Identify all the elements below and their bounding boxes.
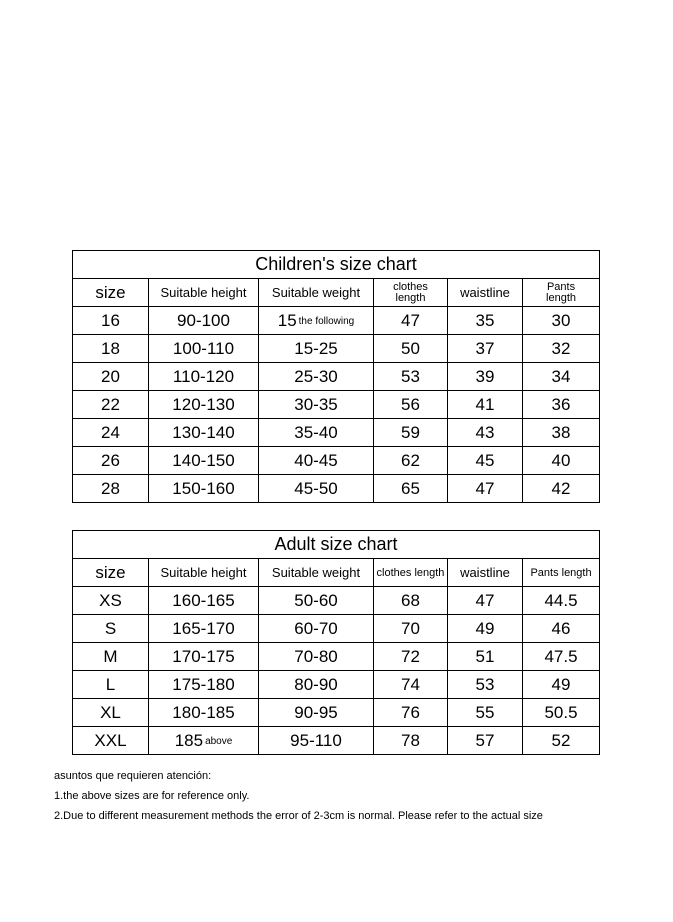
weight-cell-value: 40-45 xyxy=(294,450,338,470)
weight-cell-value: 35-40 xyxy=(294,422,338,442)
clothes-length-cell-value: 50 xyxy=(401,338,420,358)
waistline-cell-value: 47 xyxy=(475,590,495,610)
weight-cell-value: 80-90 xyxy=(294,674,338,694)
pants-length-cell xyxy=(523,307,600,335)
note-item: 2.Due to different measurement methods the error of 2-3cm is normal. Please refer to the actual size xyxy=(54,810,543,822)
size-cell-value: XL xyxy=(100,702,121,722)
size-cell-value: M xyxy=(103,646,118,666)
height-cell-note: above xyxy=(205,735,233,747)
waistline-cell xyxy=(448,391,523,419)
weight-cell xyxy=(259,643,374,671)
height-cell-value: 100-110 xyxy=(172,338,235,358)
height-cell-value: 185 xyxy=(174,730,204,750)
weight-cell xyxy=(259,699,374,727)
height-cell-value: 165-170 xyxy=(172,618,235,638)
weight-cell-note: the following xyxy=(298,315,355,327)
pants-length-cell-value: 50.5 xyxy=(544,702,578,722)
size-cell xyxy=(73,363,149,391)
size-cell xyxy=(73,447,149,475)
height-cell xyxy=(149,419,259,447)
header-pants-line2: length xyxy=(546,291,576,304)
header-size: size xyxy=(73,559,149,587)
weight-cell xyxy=(259,391,374,419)
adult-chart-title: Adult size chart xyxy=(73,531,600,559)
waistline-cell-value: 45 xyxy=(475,450,495,470)
clothes-length-cell xyxy=(374,671,448,699)
size-cell-value: 26 xyxy=(101,450,120,470)
header-weight: Suitable weight xyxy=(259,559,374,587)
waistline-cell xyxy=(448,699,523,727)
height-cell xyxy=(149,615,259,643)
weight-cell xyxy=(259,671,374,699)
table-row xyxy=(73,419,600,447)
weight-cell-value: 45-50 xyxy=(294,478,338,498)
weight-cell-value: 50-60 xyxy=(294,590,338,610)
pants-length-cell-value: 32 xyxy=(551,338,571,358)
size-cell-value: 22 xyxy=(101,394,120,414)
size-cell xyxy=(73,587,149,615)
clothes-length-cell xyxy=(374,363,448,391)
table-row xyxy=(73,615,600,643)
waistline-cell-value: 41 xyxy=(475,394,495,414)
pants-length-cell xyxy=(523,419,600,447)
weight-cell-value: 60-70 xyxy=(294,618,338,638)
pants-length-cell-value: 52 xyxy=(551,730,571,750)
height-cell xyxy=(149,335,259,363)
pants-length-cell xyxy=(523,671,600,699)
height-cell-value: 120-130 xyxy=(172,394,235,414)
size-cell xyxy=(73,615,149,643)
weight-cell xyxy=(259,475,374,503)
clothes-length-cell xyxy=(374,587,448,615)
table-row xyxy=(73,363,600,391)
waistline-cell-value: 37 xyxy=(475,338,495,358)
waistline-cell xyxy=(448,475,523,503)
waistline-cell xyxy=(448,363,523,391)
pants-length-cell xyxy=(523,727,600,755)
size-cell xyxy=(73,475,149,503)
waistline-cell xyxy=(448,335,523,363)
size-cell-value: 20 xyxy=(101,366,120,386)
pants-length-cell xyxy=(523,475,600,503)
children-header-row xyxy=(73,279,600,307)
size-cell xyxy=(73,391,149,419)
clothes-length-cell xyxy=(374,615,448,643)
waistline-cell xyxy=(448,727,523,755)
table-row xyxy=(73,391,600,419)
weight-cell-value: 70-80 xyxy=(294,646,338,666)
height-cell-value: 160-165 xyxy=(172,590,235,610)
waistline-cell xyxy=(448,671,523,699)
header-clothes-length: clothes length xyxy=(374,559,448,587)
size-cell xyxy=(73,335,149,363)
clothes-length-cell-value: 59 xyxy=(401,422,420,442)
height-cell-value: 170-175 xyxy=(172,646,235,666)
table-row xyxy=(73,587,600,615)
height-cell-value: 175-180 xyxy=(172,674,235,694)
waistline-cell xyxy=(448,447,523,475)
weight-cell-value: 15-25 xyxy=(294,338,338,358)
waistline-cell-value: 47 xyxy=(475,478,495,498)
clothes-length-cell xyxy=(374,447,448,475)
clothes-length-cell-value: 76 xyxy=(401,702,420,722)
height-cell-value: 90-100 xyxy=(177,310,230,330)
weight-cell xyxy=(259,615,374,643)
waistline-cell-value: 39 xyxy=(475,366,495,386)
clothes-length-cell xyxy=(374,307,448,335)
pants-length-cell xyxy=(523,615,600,643)
height-cell xyxy=(149,699,259,727)
weight-cell xyxy=(259,447,374,475)
height-cell xyxy=(149,363,259,391)
clothes-length-cell-value: 68 xyxy=(401,590,420,610)
pants-length-cell xyxy=(523,447,600,475)
height-cell xyxy=(149,587,259,615)
size-cell xyxy=(73,643,149,671)
clothes-length-cell-value: 56 xyxy=(401,394,420,414)
weight-cell xyxy=(259,307,374,335)
header-height: Suitable height xyxy=(149,279,259,307)
header-clothes-line2: length xyxy=(395,291,426,304)
weight-cell-value: 25-30 xyxy=(294,366,338,386)
height-cell xyxy=(149,391,259,419)
pants-length-cell xyxy=(523,587,600,615)
pants-length-cell-value: 42 xyxy=(551,478,571,498)
pants-length-cell-value: 47.5 xyxy=(544,646,578,666)
waistline-cell-value: 57 xyxy=(475,730,495,750)
notes-heading: asuntos que requieren atención: xyxy=(54,770,212,782)
waistline-cell-value: 35 xyxy=(475,310,495,330)
adult-header-row xyxy=(73,559,600,587)
table-row xyxy=(73,447,600,475)
table-row xyxy=(73,307,600,335)
pants-length-cell-value: 44.5 xyxy=(544,590,578,610)
size-cell-value: 16 xyxy=(101,310,120,330)
size-cell xyxy=(73,307,149,335)
weight-cell-value: 15 xyxy=(277,310,297,330)
clothes-length-cell xyxy=(374,643,448,671)
weight-cell-value: 90-95 xyxy=(294,702,338,722)
clothes-length-cell xyxy=(374,699,448,727)
waistline-cell xyxy=(448,307,523,335)
waistline-cell-value: 43 xyxy=(475,422,495,442)
clothes-length-cell-value: 72 xyxy=(401,646,420,666)
waistline-cell-value: 55 xyxy=(475,702,495,722)
pants-length-cell-value: 46 xyxy=(551,618,571,638)
header-size: size xyxy=(73,279,149,307)
pants-length-cell xyxy=(523,699,600,727)
height-cell xyxy=(149,475,259,503)
height-cell xyxy=(149,727,259,755)
pants-length-cell-value: 38 xyxy=(551,422,571,442)
pants-length-cell xyxy=(523,391,600,419)
note-item: 1.the above sizes are for reference only. xyxy=(54,790,250,802)
height-cell-value: 140-150 xyxy=(172,450,235,470)
children-chart-title: Children's size chart xyxy=(73,251,600,279)
header-pants-length: Pants length xyxy=(523,559,600,587)
table-row xyxy=(73,335,600,363)
weight-cell xyxy=(259,335,374,363)
height-cell xyxy=(149,671,259,699)
adult-size-chart xyxy=(72,530,600,755)
children-size-chart xyxy=(72,250,600,503)
header-waistline: waistline xyxy=(448,559,523,587)
waistline-cell xyxy=(448,643,523,671)
waistline-cell xyxy=(448,419,523,447)
pants-length-cell xyxy=(523,643,600,671)
weight-cell-value: 30-35 xyxy=(294,394,338,414)
pants-length-cell-value: 40 xyxy=(551,450,571,470)
table-row xyxy=(73,699,600,727)
clothes-length-cell-value: 53 xyxy=(401,366,420,386)
height-cell-value: 180-185 xyxy=(172,702,235,722)
clothes-length-cell xyxy=(374,391,448,419)
table-row xyxy=(73,671,600,699)
clothes-length-cell-value: 70 xyxy=(401,618,420,638)
height-cell xyxy=(149,307,259,335)
size-cell-value: 18 xyxy=(101,338,120,358)
clothes-length-cell xyxy=(374,419,448,447)
notes-section xyxy=(54,766,543,826)
pants-length-cell-value: 36 xyxy=(551,394,571,414)
weight-cell xyxy=(259,727,374,755)
header-clothes-line1: clothes xyxy=(393,280,428,293)
weight-cell xyxy=(259,419,374,447)
clothes-length-cell-value: 62 xyxy=(401,450,420,470)
waistline-cell xyxy=(448,615,523,643)
header-clothes-length xyxy=(374,279,448,307)
size-cell-value: 24 xyxy=(101,422,120,442)
size-cell-value: S xyxy=(104,618,117,638)
size-cell-value: 28 xyxy=(101,478,120,498)
clothes-length-cell xyxy=(374,335,448,363)
header-waistline: waistline xyxy=(448,279,523,307)
height-cell-value: 110-120 xyxy=(172,366,235,386)
pants-length-cell xyxy=(523,363,600,391)
clothes-length-cell-value: 47 xyxy=(401,310,420,330)
header-height: Suitable height xyxy=(149,559,259,587)
height-cell-value: 130-140 xyxy=(172,422,235,442)
header-pants-length xyxy=(523,279,600,307)
clothes-length-cell-value: 74 xyxy=(401,674,420,694)
height-cell xyxy=(149,447,259,475)
waistline-cell-value: 49 xyxy=(475,618,495,638)
height-cell-value: 150-160 xyxy=(172,478,235,498)
size-cell-value: L xyxy=(105,674,116,694)
table-row xyxy=(73,727,600,755)
waistline-cell-value: 51 xyxy=(475,646,495,666)
size-cell xyxy=(73,727,149,755)
pants-length-cell xyxy=(523,335,600,363)
clothes-length-cell-value: 78 xyxy=(401,730,420,750)
weight-cell xyxy=(259,587,374,615)
size-cell xyxy=(73,419,149,447)
clothes-length-cell-value: 65 xyxy=(401,478,420,498)
weight-cell xyxy=(259,363,374,391)
table-row xyxy=(73,475,600,503)
waistline-cell xyxy=(448,587,523,615)
weight-cell-value: 95-110 xyxy=(290,730,342,750)
height-cell xyxy=(149,643,259,671)
clothes-length-cell xyxy=(374,475,448,503)
waistline-cell-value: 53 xyxy=(475,674,495,694)
table-row xyxy=(73,643,600,671)
pants-length-cell-value: 49 xyxy=(551,674,571,694)
clothes-length-cell xyxy=(374,727,448,755)
size-cell-value: XXL xyxy=(94,730,127,750)
pants-length-cell-value: 34 xyxy=(551,366,571,386)
header-weight: Suitable weight xyxy=(259,279,374,307)
size-cell xyxy=(73,671,149,699)
size-cell-value: XS xyxy=(99,590,122,610)
header-pants-line1: Pants xyxy=(546,280,576,293)
pants-length-cell-value: 30 xyxy=(551,310,571,330)
size-cell xyxy=(73,699,149,727)
